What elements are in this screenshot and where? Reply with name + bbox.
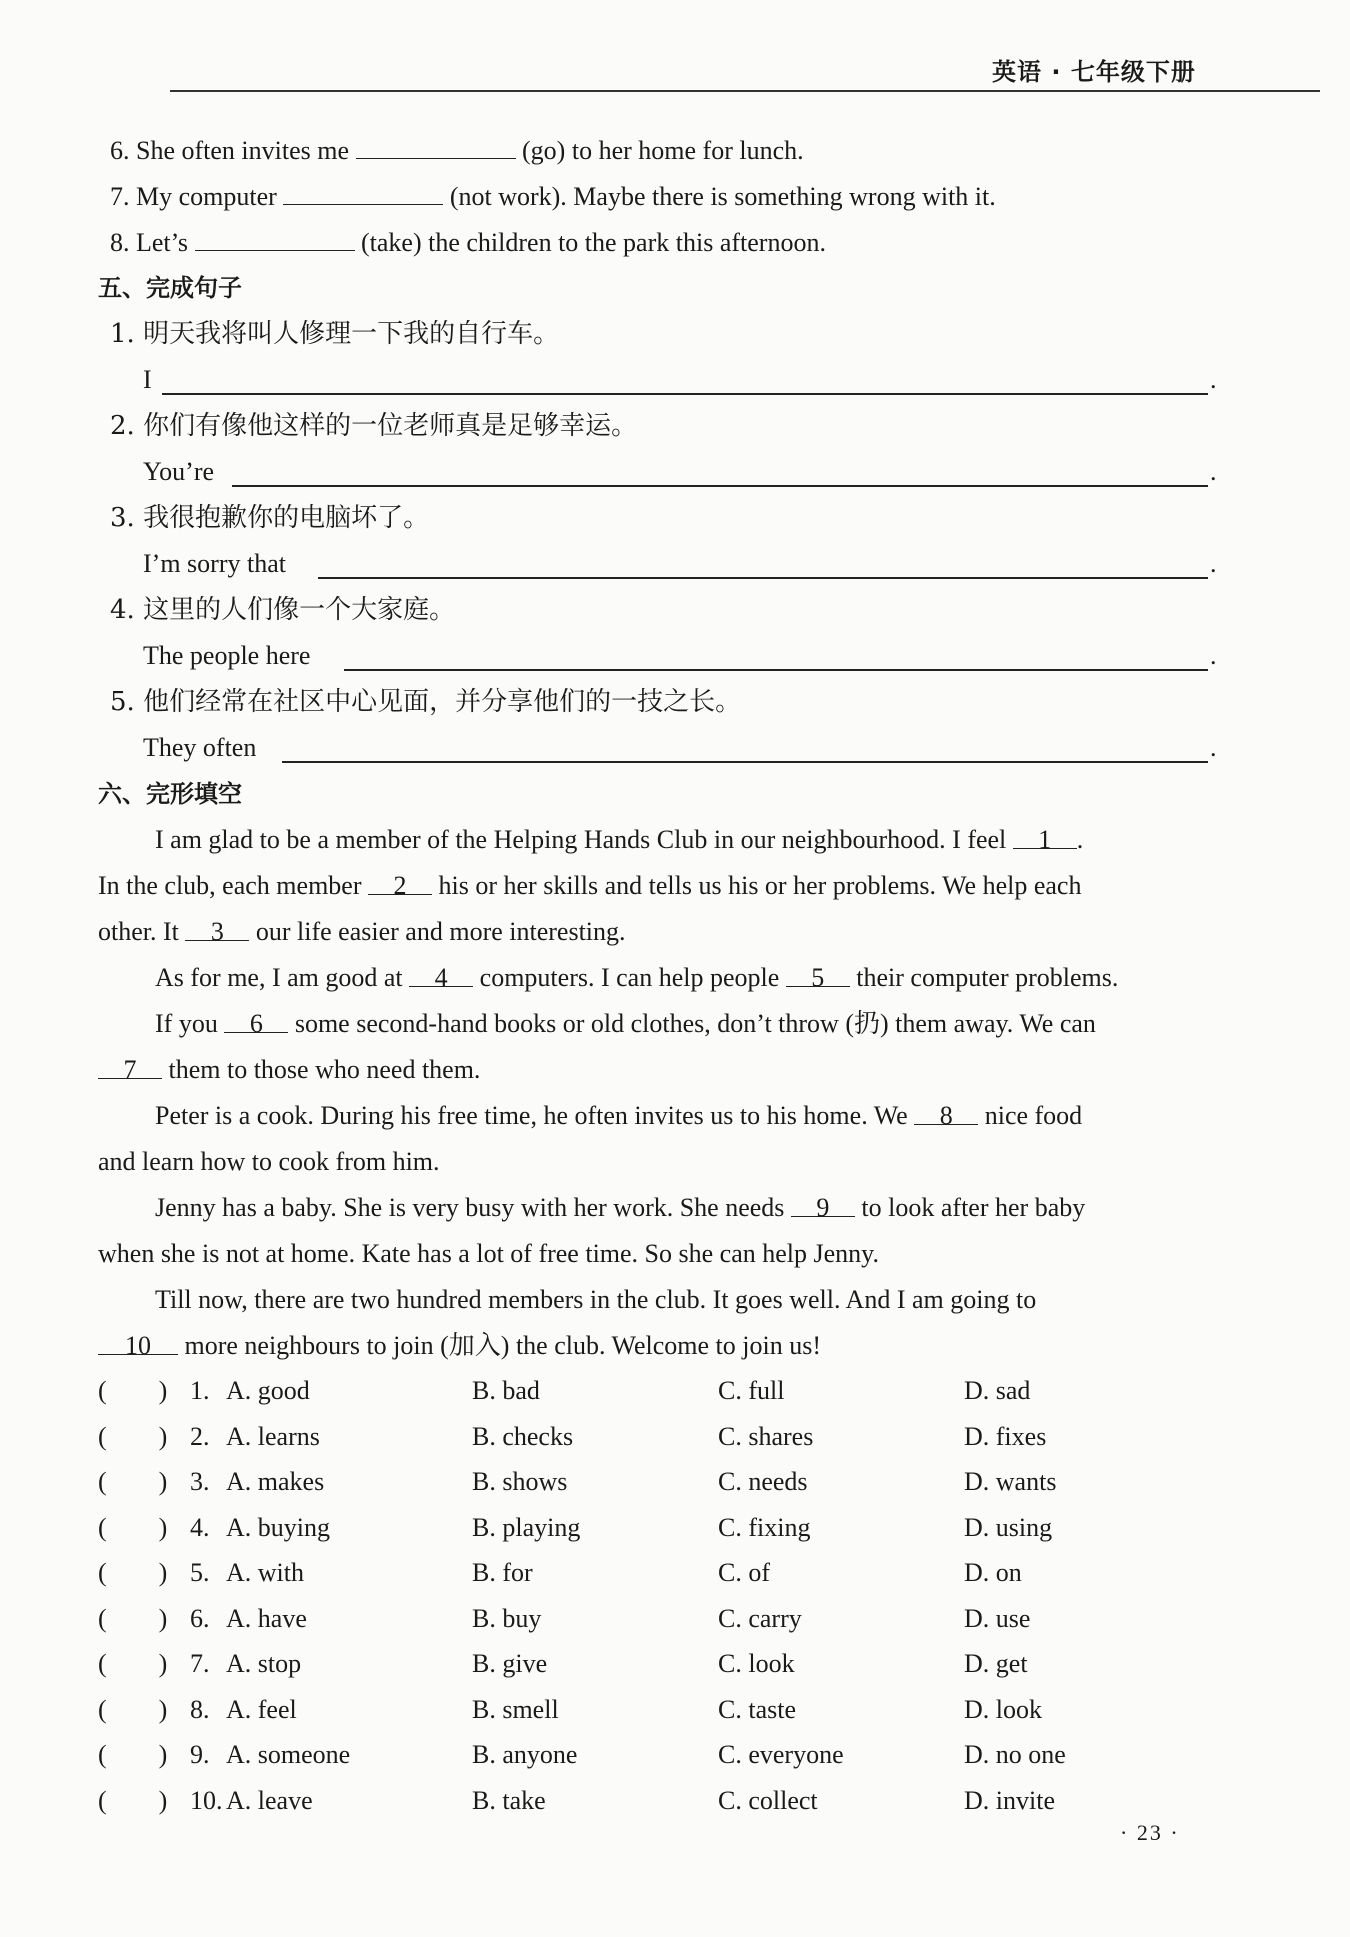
header-rule: [170, 90, 1320, 92]
period: .: [1210, 733, 1217, 762]
option-b[interactable]: B. buy: [472, 1603, 542, 1633]
passage-line: [155, 1190, 1085, 1226]
option-b[interactable]: B. playing: [472, 1512, 581, 1542]
translate-item-2: [110, 408, 637, 444]
cloze-blank-9[interactable]: 9: [791, 1190, 855, 1217]
item-number: 3.: [110, 503, 135, 533]
item-number: 6.: [110, 136, 130, 165]
period: .: [1210, 549, 1217, 578]
item-hint: (take): [361, 228, 422, 257]
choice-row: [98, 1372, 1248, 1410]
translate-start-5: They often: [143, 733, 257, 762]
choice-number: 3.: [190, 1467, 210, 1496]
chinese-prompt: 这里的人们像一个大家庭。: [143, 595, 456, 625]
choice-row: [98, 1418, 1248, 1456]
passage-text: to look after her baby: [861, 1193, 1086, 1222]
option-c[interactable]: C. needs: [718, 1467, 808, 1496]
choice-number: 4.: [190, 1512, 210, 1542]
passage-text: them to those who need them.: [168, 1055, 481, 1084]
item-number: 8.: [110, 228, 130, 257]
option-a[interactable]: A. have: [226, 1603, 307, 1633]
option-b[interactable]: B. anyone: [472, 1740, 578, 1769]
passage-line: [98, 914, 626, 950]
choice-row: [98, 1554, 1248, 1592]
passage-text: Peter is a cook. During his free time, he often invites us to his home. We: [155, 1101, 908, 1130]
option-c[interactable]: C. fixing: [718, 1512, 811, 1542]
passage-text: If you: [155, 1009, 218, 1038]
period: .: [1210, 365, 1217, 394]
option-b[interactable]: B. shows: [472, 1467, 568, 1496]
passage-line: [98, 1144, 440, 1180]
choice-row: [98, 1691, 1248, 1729]
item-text: She often invites me: [136, 136, 350, 165]
section-heading-5: 五、完成句子: [98, 274, 242, 302]
item-number: 1.: [110, 319, 135, 349]
translate-start-2: You’re: [143, 457, 215, 486]
passage-line: [155, 1282, 1036, 1318]
option-a[interactable]: A. leave: [226, 1785, 313, 1815]
section-heading-6: 六、完形填空: [98, 780, 242, 808]
option-d[interactable]: D. invite: [964, 1785, 1055, 1815]
chinese-prompt: 他们经常在社区中心见面，并分享他们的一技之长。: [143, 687, 742, 717]
answer-paren[interactable]: ( ): [98, 1421, 168, 1451]
passage-text: computers. I can help people: [479, 963, 780, 992]
option-c[interactable]: C. of: [718, 1558, 770, 1587]
choice-number: 2.: [190, 1421, 210, 1451]
period: .: [1210, 641, 1217, 670]
choice-number: 1.: [190, 1376, 210, 1405]
passage-text: and learn how to cook from him.: [98, 1147, 440, 1176]
passage-text: his or her skills and tells us his or her problems. We help each: [438, 871, 1082, 900]
translate-start-1: I: [143, 365, 152, 394]
option-c[interactable]: C. taste: [718, 1694, 796, 1724]
option-b[interactable]: B. bad: [472, 1376, 540, 1405]
cloze-blank-10[interactable]: 10: [98, 1328, 178, 1355]
item-hint: (not work).: [449, 182, 567, 211]
passage-text: In the club, each member: [98, 871, 362, 900]
passage-text: other. It: [98, 917, 179, 946]
cloze-blank-1[interactable]: 1: [1013, 822, 1077, 849]
passage-line: [155, 1006, 1096, 1042]
header-title: 英语 · 七年级下册: [992, 58, 1196, 86]
answer-blank[interactable]: [356, 132, 516, 159]
answer-paren[interactable]: ( ): [98, 1785, 168, 1815]
answer-line[interactable]: [318, 577, 1208, 579]
option-a[interactable]: A. learns: [226, 1421, 320, 1451]
passage-text: our life easier and more interesting.: [255, 917, 626, 946]
option-d[interactable]: D. look: [964, 1694, 1042, 1724]
answer-blank[interactable]: [195, 224, 355, 251]
fill-item-6: [110, 132, 804, 169]
choice-row: [98, 1509, 1248, 1547]
answer-paren[interactable]: ( ): [98, 1467, 168, 1496]
option-d[interactable]: D. sad: [964, 1376, 1031, 1405]
passage-line: [98, 1236, 879, 1272]
choice-number: 5.: [190, 1558, 210, 1587]
passage-text: their computer problems.: [856, 963, 1119, 992]
passage-line: [155, 960, 1118, 996]
choice-number: 8.: [190, 1694, 210, 1724]
cloze-blank-8[interactable]: 8: [914, 1098, 978, 1125]
choice-number: 7.: [190, 1649, 210, 1678]
option-a[interactable]: A. makes: [226, 1467, 325, 1496]
option-a[interactable]: A. with: [226, 1558, 304, 1587]
choice-row: [98, 1782, 1248, 1820]
page-number: · 23 ·: [1120, 1820, 1180, 1845]
option-b[interactable]: B. for: [472, 1558, 533, 1587]
passage-line: [155, 822, 1083, 858]
passage-text: I am glad to be a member of the Helping Hands Club in our neighbourhood. I feel: [155, 825, 1007, 854]
choice-number: 10.: [190, 1785, 223, 1815]
cloze-blank-7[interactable]: 7: [98, 1052, 162, 1079]
option-c[interactable]: C. look: [718, 1649, 795, 1678]
option-a[interactable]: A. feel: [226, 1694, 297, 1724]
option-d[interactable]: D. get: [964, 1649, 1028, 1678]
passage-text: .: [1076, 825, 1084, 854]
item-number: 2.: [110, 411, 135, 441]
choice-number: 6.: [190, 1603, 210, 1633]
choice-row: [98, 1736, 1248, 1774]
option-b[interactable]: B. give: [472, 1649, 548, 1678]
passage-text: some second-hand books or old clothes, don’t throw (扔) them away. We can: [294, 1009, 1096, 1038]
answer-paren[interactable]: ( ): [98, 1649, 168, 1678]
item-text: Let’s: [136, 228, 188, 257]
period: .: [1210, 457, 1217, 486]
option-d[interactable]: D. on: [964, 1558, 1022, 1587]
passage-text: when she is not at home. Kate has a lot of free time. So she can help Jenny.: [98, 1239, 879, 1268]
item-number: 7.: [110, 182, 130, 211]
item-text: Maybe there is something wrong with it.: [573, 182, 996, 211]
passage-line: [98, 868, 1081, 904]
answer-line[interactable]: [282, 761, 1208, 763]
fill-item-8: [110, 224, 826, 261]
item-hint: (go): [522, 136, 566, 165]
answer-paren[interactable]: ( ): [98, 1603, 168, 1633]
translate-item-4: [110, 592, 455, 628]
option-b[interactable]: B. smell: [472, 1694, 559, 1724]
option-d[interactable]: D. using: [964, 1512, 1053, 1542]
option-c[interactable]: C. everyone: [718, 1740, 844, 1769]
chinese-prompt: 我很抱歉你的电脑坏了。: [143, 503, 430, 533]
chinese-prompt: 明天我将叫人修理一下我的自行车。: [143, 319, 560, 349]
answer-paren[interactable]: ( ): [98, 1694, 168, 1724]
translate-item-1: [110, 316, 559, 352]
item-text: the children to the park this afternoon.: [428, 228, 826, 257]
passage-line: [155, 1098, 1082, 1134]
cloze-blank-6[interactable]: 6: [224, 1006, 288, 1033]
item-text: My computer: [136, 182, 277, 211]
option-c[interactable]: C. collect: [718, 1785, 818, 1815]
answer-paren[interactable]: ( ): [98, 1740, 168, 1769]
item-number: 4.: [110, 595, 135, 625]
item-text: to her home for lunch.: [571, 136, 804, 165]
option-a[interactable]: A. good: [226, 1376, 310, 1405]
answer-paren[interactable]: ( ): [98, 1376, 168, 1405]
option-d[interactable]: D. wants: [964, 1467, 1057, 1496]
choice-row: [98, 1600, 1248, 1638]
answer-paren[interactable]: ( ): [98, 1512, 168, 1542]
passage-text: Jenny has a baby. She is very busy with her work. She needs: [155, 1193, 785, 1222]
passage-line: [98, 1328, 821, 1364]
answer-line[interactable]: [344, 669, 1208, 671]
option-a[interactable]: A. buying: [226, 1512, 330, 1542]
option-d[interactable]: D. fixes: [964, 1421, 1047, 1451]
cloze-blank-5[interactable]: 5: [786, 960, 850, 987]
translate-start-3: I’m sorry that: [143, 549, 286, 578]
cloze-blank-2[interactable]: 2: [368, 868, 432, 895]
passage-line: [98, 1052, 480, 1088]
option-c[interactable]: C. full: [718, 1376, 785, 1405]
translate-start-4: The people here: [143, 641, 311, 670]
passage-text: As for me, I am good at: [155, 963, 403, 992]
choice-row: [98, 1645, 1248, 1683]
passage-text: more neighbours to join (加入) the club. Welcome to join us!: [184, 1331, 821, 1360]
answer-blank[interactable]: [283, 178, 443, 205]
option-d[interactable]: D. no one: [964, 1740, 1066, 1769]
answer-line[interactable]: [232, 485, 1208, 487]
option-c[interactable]: C. carry: [718, 1603, 802, 1633]
item-number: 5.: [110, 687, 135, 717]
option-b[interactable]: B. checks: [472, 1421, 574, 1451]
option-a[interactable]: A. someone: [226, 1740, 351, 1769]
choice-row: [98, 1463, 1248, 1501]
translate-item-3: [110, 500, 429, 536]
passage-text: Till now, there are two hundred members in the club. It goes well. And I am going to: [155, 1285, 1037, 1314]
chinese-prompt: 你们有像他这样的一位老师真是足够幸运。: [143, 411, 638, 441]
passage-text: nice food: [984, 1101, 1083, 1130]
answer-line[interactable]: [162, 393, 1208, 395]
option-d[interactable]: D. use: [964, 1603, 1031, 1633]
translate-item-5: [110, 684, 741, 720]
choice-number: 9.: [190, 1740, 210, 1769]
option-a[interactable]: A. stop: [226, 1649, 302, 1678]
answer-paren[interactable]: ( ): [98, 1558, 168, 1587]
cloze-blank-3[interactable]: 3: [185, 914, 249, 941]
fill-item-7: [110, 178, 996, 215]
option-c[interactable]: C. shares: [718, 1421, 814, 1451]
option-b[interactable]: B. take: [472, 1785, 546, 1815]
cloze-blank-4[interactable]: 4: [409, 960, 473, 987]
